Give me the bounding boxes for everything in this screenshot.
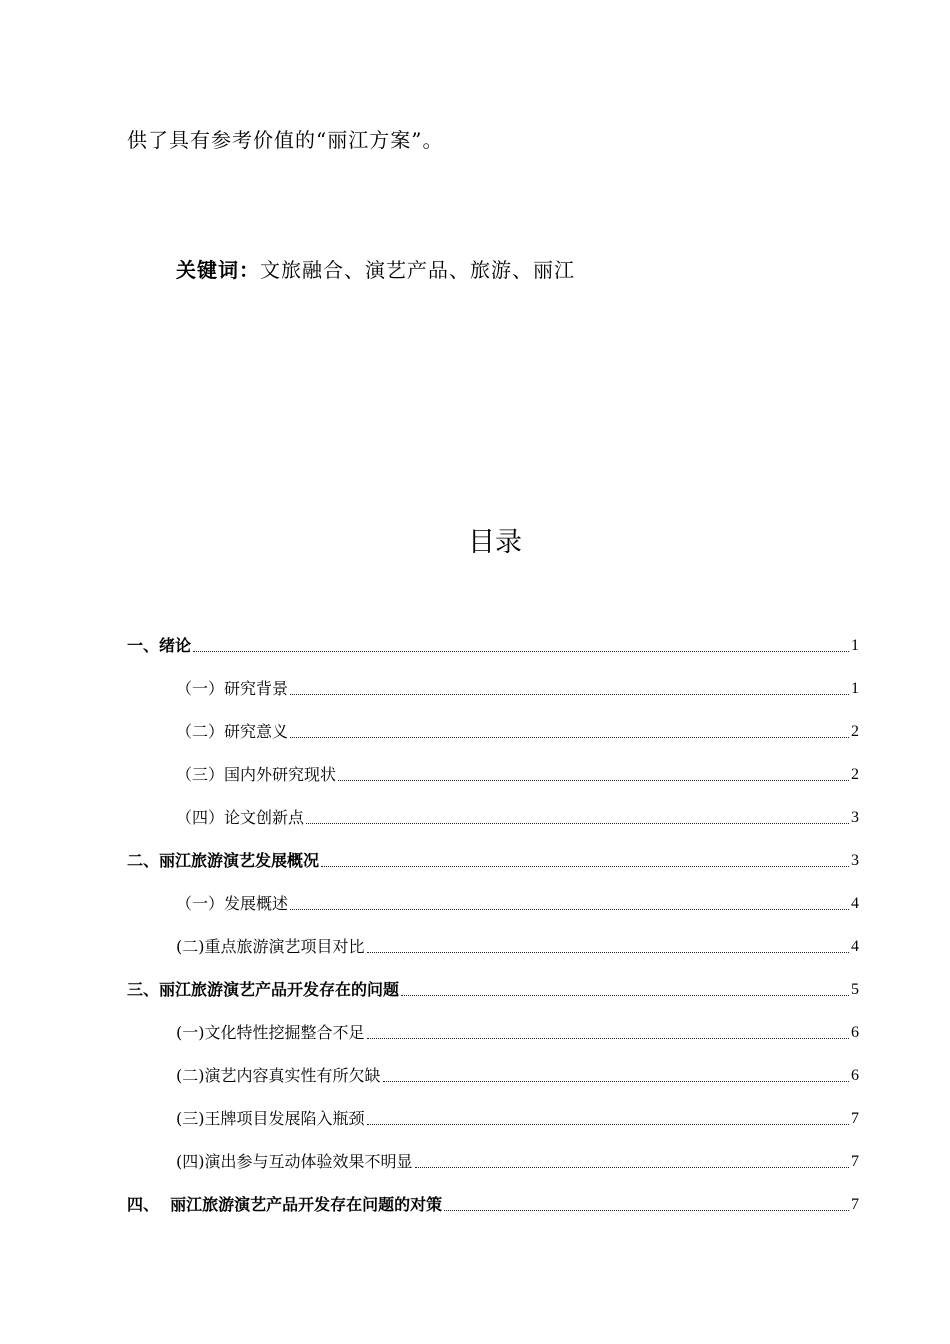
- toc-leader: [338, 780, 849, 781]
- toc-entry-title: 三、丽江旅游演艺产品开发存在的问题: [127, 980, 400, 999]
- toc-entry-page: 6: [851, 1024, 859, 1041]
- toc-entry-page: 4: [851, 895, 859, 912]
- toc-leader: [193, 651, 849, 652]
- toc-entry[interactable]: [176, 804, 859, 828]
- toc-entry-page: 1: [851, 637, 859, 654]
- toc-leader: [290, 694, 849, 695]
- toc-entry-page: 3: [851, 852, 859, 869]
- keywords-label: 关键词：: [176, 258, 260, 282]
- toc-title: 目录: [468, 527, 522, 558]
- toc-entry-page: 7: [851, 1196, 859, 1213]
- toc-leader: [367, 952, 850, 953]
- keywords-value: 文旅融合、演艺产品、旅游、丽江: [260, 258, 575, 282]
- toc-leader: [367, 1038, 850, 1039]
- toc-leader: [444, 1210, 849, 1211]
- toc-leader: [290, 737, 849, 738]
- toc-entry-title: （四）论文创新点: [176, 808, 305, 827]
- toc-entry[interactable]: [176, 1148, 859, 1172]
- toc-entry[interactable]: [127, 976, 859, 1000]
- toc-entry-page: 7: [851, 1153, 859, 1170]
- toc-entry-title: (二)演艺内容真实性有所欠缺: [176, 1066, 381, 1085]
- toc-leader: [290, 909, 849, 910]
- toc-leader: [367, 1124, 850, 1125]
- toc-entry-title: （二）研究意义: [176, 722, 289, 741]
- toc-entry[interactable]: [176, 1019, 859, 1043]
- toc-entry-page: 1: [851, 680, 859, 697]
- toc-entry[interactable]: [176, 1062, 859, 1086]
- toc-entry-page: 3: [851, 809, 859, 826]
- toc-entry-title: 一、绪论: [127, 636, 192, 655]
- toc-entry-title: （三）国内外研究现状: [176, 765, 337, 784]
- toc-entry-title: 四、 丽江旅游演艺产品开发存在问题的对策: [127, 1195, 443, 1214]
- toc-entry[interactable]: [176, 675, 859, 699]
- toc-entry-page: 5: [851, 981, 859, 998]
- toc-entry-title: （一）研究背景: [176, 679, 289, 698]
- toc-entry[interactable]: [176, 1105, 859, 1129]
- toc-entry[interactable]: [127, 632, 859, 656]
- toc-leader: [321, 866, 849, 867]
- toc-entry-title: (三)王牌项目发展陷入瓶颈: [176, 1109, 365, 1128]
- toc-entry-page: 6: [851, 1067, 859, 1084]
- toc-entry[interactable]: [127, 1191, 859, 1215]
- toc-entry-page: 7: [851, 1110, 859, 1127]
- toc-entry[interactable]: [176, 761, 859, 785]
- toc-entry-page: 2: [851, 723, 859, 740]
- continuation-paragraph: 供了具有参考价值的“丽江方案”。: [127, 128, 444, 152]
- keywords-line: [176, 254, 575, 283]
- toc-entry-page: 2: [851, 766, 859, 783]
- toc-entry-title: (一)文化特性挖掘整合不足: [176, 1023, 365, 1042]
- toc-leader: [383, 1081, 850, 1082]
- toc-entry-page: 4: [851, 938, 859, 955]
- toc-entry[interactable]: [127, 847, 859, 871]
- toc-entry-title: 二、丽江旅游演艺发展概况: [127, 851, 320, 870]
- toc-leader: [306, 823, 849, 824]
- toc-entry-title: (二)重点旅游演艺项目对比: [176, 937, 365, 956]
- toc-entry-title: （一）发展概述: [176, 894, 289, 913]
- toc-leader: [415, 1167, 850, 1168]
- toc-leader: [401, 995, 849, 996]
- toc-entry[interactable]: [176, 890, 859, 914]
- toc-entry[interactable]: [176, 718, 859, 742]
- toc-entry-title: (四)演出参与互动体验效果不明显: [176, 1152, 413, 1171]
- toc-entry[interactable]: [176, 933, 859, 957]
